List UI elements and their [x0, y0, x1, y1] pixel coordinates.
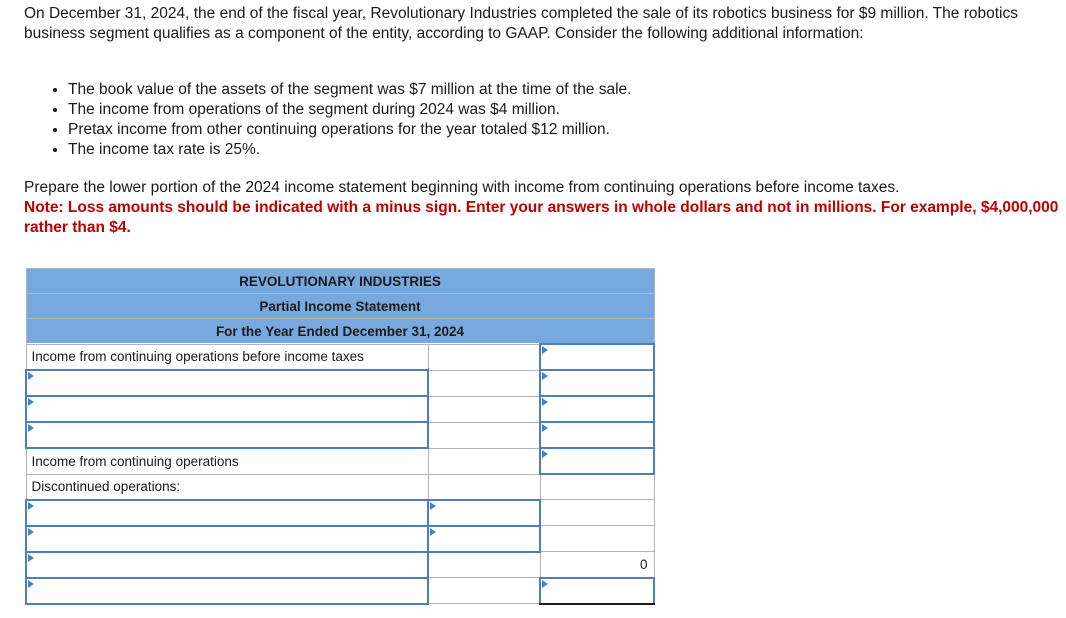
- list-item: • The income from operations of the segment during 2024 was $4 million.: [68, 100, 631, 120]
- statement-period: For the Year Ended December 31, 2024: [26, 319, 654, 345]
- instructions: [24, 178, 1064, 238]
- list-item: • The income tax rate is 25%.: [68, 140, 631, 160]
- company-name: REVOLUTIONARY INDUSTRIES: [26, 269, 654, 294]
- amount-input[interactable]: [540, 448, 654, 474]
- table-row: [26, 370, 654, 396]
- list-item: • Pretax income from other continuing operations for the year totaled $12 million.: [68, 120, 631, 140]
- amount-input[interactable]: [540, 422, 654, 448]
- table-row: [26, 448, 654, 474]
- label-select[interactable]: [26, 500, 428, 526]
- amount-input[interactable]: [540, 344, 654, 370]
- amount-input[interactable]: [540, 396, 654, 422]
- statement-title: Partial Income Statement: [26, 294, 654, 319]
- table-row: [26, 552, 654, 578]
- income-statement-table: [25, 268, 655, 605]
- amount-input[interactable]: [428, 500, 540, 526]
- table-row: [26, 344, 654, 370]
- table-row: [26, 500, 654, 526]
- label-select[interactable]: [26, 396, 428, 422]
- amount-input[interactable]: [540, 578, 654, 604]
- label-select[interactable]: [26, 422, 428, 448]
- empty-cell: [540, 474, 654, 500]
- table-row: [26, 474, 654, 500]
- table-row: [26, 396, 654, 422]
- table-row: [26, 422, 654, 448]
- label-select[interactable]: [26, 578, 428, 604]
- empty-cell: [428, 578, 540, 604]
- table-row: [26, 578, 654, 604]
- empty-cell: [428, 474, 540, 500]
- computed-total-value: 0: [540, 552, 654, 578]
- problem-intro: [24, 4, 1059, 44]
- amount-input[interactable]: [540, 370, 654, 396]
- list-item: • The book value of the assets of the segment was $7 million at the time of the sale.: [68, 80, 631, 100]
- label-select[interactable]: [26, 526, 428, 552]
- intro-paragraph: On December 31, 2024, the end of the fiscal year, Revolutionary Industries completed the sale of its robotics business for $9 million. The robotics business segment qualifies as a component of the entity, according to GAAP. Consider the following additional information:: [24, 5, 1018, 42]
- prepare-text: Prepare the lower portion of the 2024 income statement beginning with income from continuing operations before income taxes.: [24, 179, 900, 196]
- table-row: [26, 526, 654, 552]
- label-income-continuing: Income from continuing operations: [26, 448, 428, 474]
- label-select[interactable]: [26, 552, 428, 578]
- empty-cell: [428, 422, 540, 448]
- empty-cell: [428, 552, 540, 578]
- empty-cell: [428, 448, 540, 474]
- empty-cell: [540, 500, 654, 526]
- label-discontinued: Discontinued operations:: [26, 474, 428, 500]
- facts-list: [48, 80, 631, 160]
- amount-input[interactable]: [428, 526, 540, 552]
- label-income-before-taxes: Income from continuing operations before income taxes: [26, 344, 428, 370]
- empty-cell: [428, 370, 540, 396]
- label-select[interactable]: [26, 370, 428, 396]
- note-text: Note: Loss amounts should be indicated with a minus sign. Enter your answers in whole dollars and not in millions. For example, $4,000,000 rather than $4.: [24, 199, 1059, 236]
- empty-cell: [540, 526, 654, 552]
- empty-cell: [428, 344, 540, 370]
- empty-cell: [428, 396, 540, 422]
